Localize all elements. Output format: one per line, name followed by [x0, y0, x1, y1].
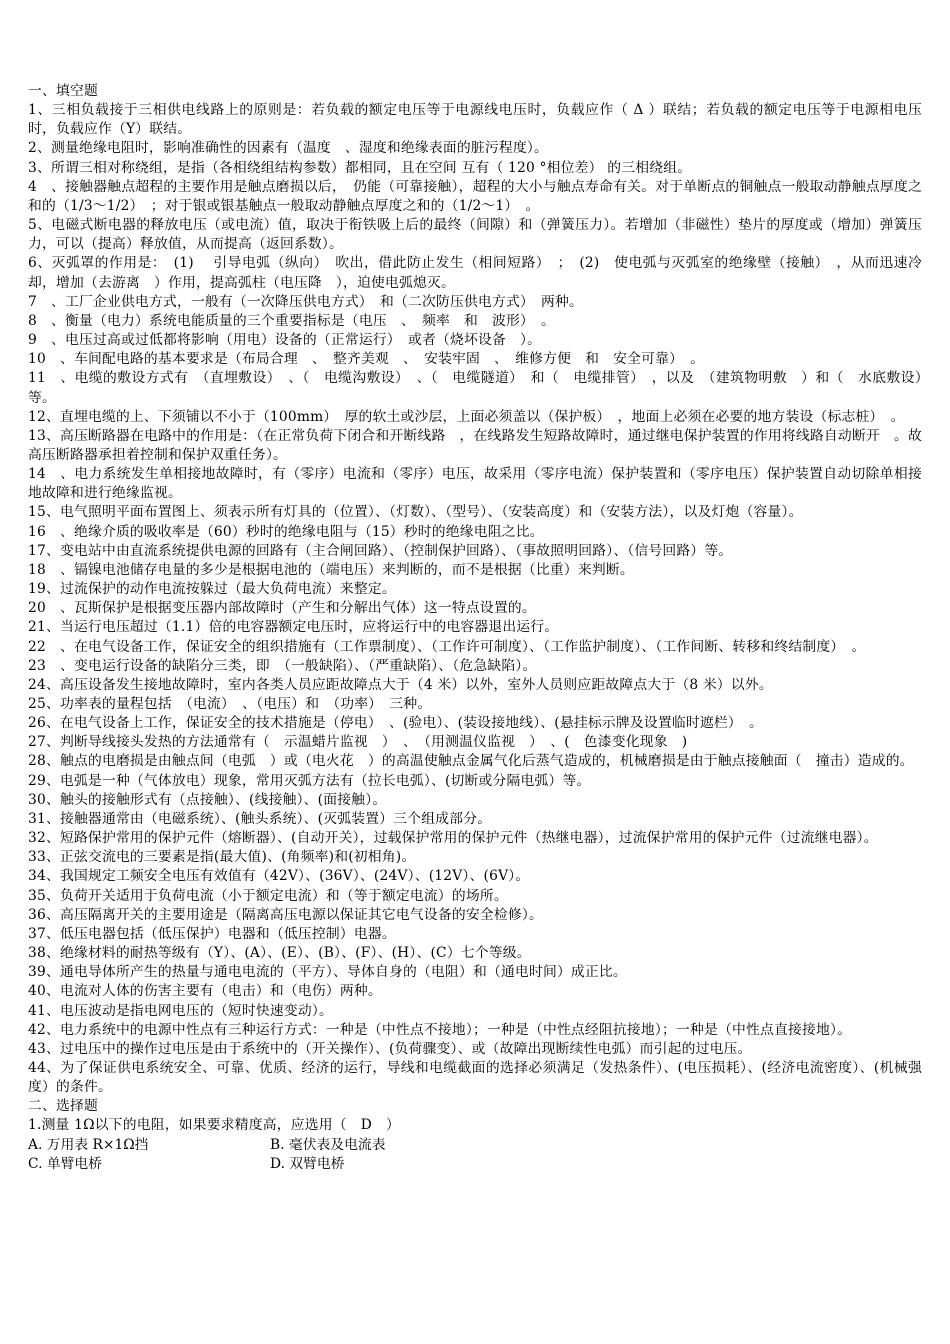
fill-blank-item: 33、正弦交流电的三要素是指(最大值)、(角频率)和(初相角)。: [28, 849, 416, 866]
fill-blank-item: 39、通电导体所产生的热量与通电电流的（平方）、导体自身的（电阻）和（通电时间）成正比。: [28, 964, 627, 981]
fill-blank-item: 36、高压隔离开关的主要用途是（隔离高压电源以保证其它电气设备的安全检修）。: [28, 906, 543, 923]
fill-blank-item: 14 、电力系统发生单相接地故障时，有（零序）电流和（零序）电压，故采用（零序电流）保护装置和（零序电压）保护装置自动切除单相接地故障和进行绝缘监视。: [28, 466, 922, 502]
question-1-options: [28, 1136, 922, 1174]
fill-blank-item: 15、电气照明平面布置图上、须表示所有灯具的（位置）、（灯数）、（型号）、（安装高度）和（安装方法），以及灯炮（容量）。: [28, 504, 803, 521]
fill-blank-item: 6、灭弧罩的作用是： (1) 引导电弧（纵向） 吹出，借此防止发生（相间短路） ； (2) 使电弧与灭弧室的绝缘壁（接触） ，从而迅速冷却，增加（去游离 ）作用，提高弧柱（电压降 ），迫使电弧熄灭。: [28, 255, 922, 291]
fill-blank-item: 43、过电压中的操作过电压是由于系统中的（开关操作）、(负荷骤变）、或（故障出现断续性电弧）而引起的过电压。: [28, 1040, 752, 1057]
section-heading-multiple-choice: 二、选择题: [28, 1098, 98, 1115]
fill-blank-item: 12、直埋电缆的上、下须铺以不小于（100mm） 厚的软土或沙层，上面必须盖以（保护板） ，地面上必须在必要的地方装设（标志桩） 。: [28, 408, 905, 425]
document-page: [28, 82, 936, 1174]
fill-blank-item: 3、所谓三相对称绕组，是指（各相绕组结构参数）都相同，且在空间 互有（ 120 °相位差） 的三相绕组。: [28, 159, 692, 176]
fill-blank-item: 10 、车间配电路的基本要求是（布局合理 、 整齐美观 、 安装牢固 、 维修方便 和 安全可靠） 。: [28, 351, 705, 368]
fill-blank-item: 11 、电缆的敷设方式有 （直埋敷设） 、（ 电缆沟敷设） 、（ 电缆隧道） 和（ 电缆排管） ，以及 （建筑物明敷 ）和（ 水底敷设） 等。: [28, 370, 936, 406]
fill-blank-list: [28, 101, 936, 1097]
fill-blank-item: 38、绝缘材料的耐热等级有（Y）、(A）、(E）、(B）、(F）、(H）、(C）七个等级。: [28, 945, 531, 962]
fill-blank-item: 9 、电压过高或过低都将影响（用电）设备的（正常运行） 或者（烧坏设备 ）。: [28, 332, 542, 349]
fill-blank-item: 1、三相负载接于三相供电线路上的原则是：若负载的额定电压等于电源线电压时，负载应作（ Δ ）联结；若负载的额定电压等于电源相电压时，负载应作（Y）联结。: [28, 102, 922, 138]
fill-blank-item: 41、电压波动是指电网电压的（短时快速变动）。: [28, 1002, 333, 1019]
fill-blank-item: 27、判断导线接头发热的方法通常有（ 示温蜡片监视 ） 、 （用测温仪监视 ） 、( 色漆变化现象 ): [28, 734, 688, 751]
fill-blank-item: 28、触点的电磨损是由触点间（电弧 ）或（电火花 ）的高温使触点金属气化后蒸气造成的，机械磨损是由于触点接触面（ 撞击）造成的。: [28, 753, 914, 770]
fill-blank-item: 21、当运行电压超过（1.1）倍的电容器额定电压时，应将运行中的电容器退出运行。: [28, 619, 559, 636]
fill-blank-item: 2、测量绝缘电阻时，影响准确性的因素有（温度 、湿度和绝缘表面的脏污程度）。: [28, 140, 548, 157]
fill-blank-item: 44、为了保证供电系统安全、可靠、优质、经济的运行，导线和电缆截面的选择必须满足（发热条件）、(电压损耗）、(经济电流密度）、(机械强度）的条件。: [28, 1059, 922, 1096]
fill-blank-item: 32、短路保护常用的保护元件（熔断器）、(自动开关），过载保护常用的保护元件（热继电器），过流保护常用的保护元件（过流继电器）。: [28, 830, 878, 847]
fill-blank-item: 18 、镉镍电池储存电量的多少是根据电池的（端电压）来判断的，而不是根据（比重）来判断。: [28, 561, 634, 578]
fill-blank-item: 13、高压断路器在电路中的作用是：（在正常负荷下闭合和开断线路 ，在线路发生短路故障时，通过继电保护装置的作用将线路自动断开 。故高压断路器承担着控制和保护双重任务）。: [28, 427, 922, 463]
fill-blank-item: 19、过流保护的动作电流按躲过（最大负荷电流）来整定。: [28, 581, 396, 598]
option-d: D. 双臂电桥: [270, 1155, 345, 1172]
fill-blank-item: 40、电流对人体的伤害主要有（电击）和（电伤）两种。: [28, 983, 382, 1000]
fill-blank-item: 16 、绝缘介质的吸收率是（60）秒时的绝缘电阻与（15）秒时的绝缘电阻之比。: [28, 523, 544, 540]
fill-blank-item: 26、在电气设备上工作，保证安全的技术措施是（停电） 、(验电）、(装设接地线）、(悬挂标示牌及设置临时遮栏） 。: [28, 715, 763, 732]
fill-blank-item: 37、低压电器包括（低压保护）电器和（低压控制）电器。: [28, 925, 396, 942]
fill-blank-item: 17、变电站中由直流系统提供电源的回路有（主合闸回路）、（控制保护回路）、（事故照明回路）、（信号回路）等。: [28, 542, 733, 559]
option-c: C. 单臂电桥: [28, 1155, 103, 1172]
fill-blank-item: 30、触头的接触形式有（点接触）、(线接触）、(面接触）。: [28, 791, 387, 808]
fill-blank-item: 23 、变电运行设备的缺陷分三类，即 （一般缺陷）、（严重缺陷）、（危急缺陷）。: [28, 657, 537, 674]
fill-blank-item: 29、电弧是一种（气体放电）现象，常用灭弧方法有（拉长电弧）、(切断或分隔电弧）等。: [28, 772, 591, 789]
fill-blank-item: 22 、在电气设备工作，保证安全的组织措施有（工作票制度）、（工作许可制度）、（工作监护制度）、（工作间断、转移和终结制度） 。: [28, 638, 866, 655]
fill-blank-item: 42、电力系统中的电源中性点有三种运行方式：一种是（中性点不接地）；一种是（中性点经阻抗接地）；一种是（中性点直接接地）。: [28, 1021, 852, 1038]
fill-blank-item: 7 、工厂企业供电方式，一般有（一次降压供电方式） 和（二次防压供电方式） 两种。: [28, 293, 584, 310]
fill-blank-item: 4 、接触器触点超程的主要作用是触点磨损以后， 仍能（可靠接触），超程的大小与触点寿命有关。对于单断点的铜触点一般取动静触点厚度之和的（1/3～1/2） ；对于银或银基触点一般取动静触点厚度之和的（1/2～1） 。: [28, 178, 922, 214]
section-heading-fill-blank: 一、填空题: [28, 83, 98, 99]
fill-blank-item: 20 、瓦斯保护是根据变压器内部故障时（产生和分解出气体）这一特点设置的。: [28, 600, 536, 617]
option-a: A. 万用表 R×1Ω挡: [28, 1136, 149, 1153]
option-b: B. 毫伏表及电流表: [270, 1136, 386, 1153]
fill-blank-item: 31、接触器通常由（电磁系统）、(触头系统）、(灭弧装置）三个组成部分。: [28, 810, 492, 827]
fill-blank-item: 25、功率表的量程包括 （电流） 、（电压）和 （功率） 三种。: [28, 696, 432, 712]
fill-blank-item: 8 、衡量（电力）系统电能质量的三个重要指标是（电压 、 频率 和 波形） 。: [28, 312, 556, 329]
fill-blank-item: 35、负荷开关适用于负荷电流（小于额定电流）和（等于额定电流）的场所。: [28, 887, 508, 904]
fill-blank-item: 24、高压设备发生接地故障时，室内各类人员应距故障点大于（4 米）以外，室外人员则应距故障点大于（8 米）以外。: [28, 676, 773, 693]
fill-blank-item: 34、我国规定工频安全电压有效值有（42V）、(36V）、(24V）、(12V）、(6V）。: [28, 868, 530, 885]
question-1: 1.测量 1Ω以下的电阻，如果要求精度高，应选用（ D ）: [28, 1117, 400, 1134]
fill-blank-item: 5、电磁式断电器的释放电压（或电流）值，取决于衔铁吸上后的最终（间隙）和（弹簧压力）。若增加（非磁性）垫片的厚度或（增加）弹簧压力，可以（提高）释放值，从而提高（返回系数）。: [28, 217, 922, 253]
